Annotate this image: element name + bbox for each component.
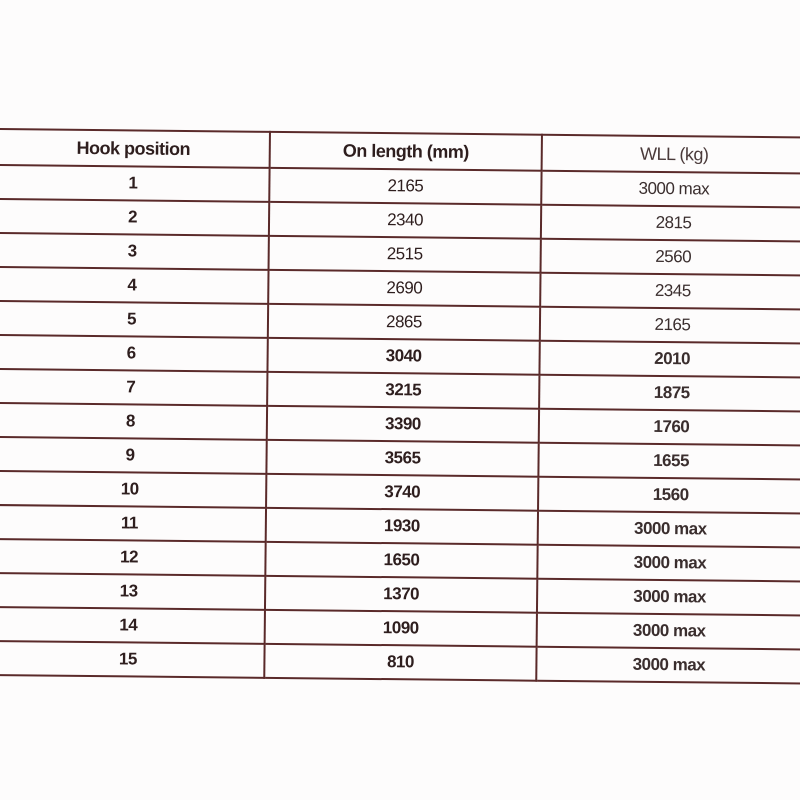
cell-position: 15 [0,641,265,678]
cell-wll: 3000 max [541,171,800,208]
cell-position: 10 [0,471,266,508]
cell-length: 1090 [265,610,537,647]
cell-position: 9 [0,437,267,474]
cell-position: 8 [0,403,267,440]
cell-wll: 1655 [538,443,800,480]
cell-length: 1930 [266,508,538,545]
cell-wll: 2560 [541,239,800,276]
cell-wll: 3000 max [537,545,800,582]
hook-position-table [0,128,800,684]
cell-length: 3740 [266,474,538,511]
cell-length: 2690 [268,270,540,307]
cell-length: 810 [264,644,536,681]
cell-position: 7 [0,369,267,406]
cell-length: 2865 [268,304,540,341]
cell-position: 11 [0,505,266,542]
cell-position: 13 [0,573,265,610]
header-on-length: On length (mm) [270,132,542,171]
cell-wll: 1875 [539,375,800,412]
cell-wll: 3000 max [538,511,800,548]
cell-wll: 2165 [540,307,800,344]
cell-position: 4 [0,267,269,304]
cell-wll: 1760 [539,409,800,446]
cell-length: 3040 [267,338,539,375]
cell-position: 3 [0,233,269,270]
cell-length: 1650 [265,542,537,579]
table-row [0,641,800,683]
table-container [0,128,800,684]
cell-position: 1 [0,165,270,202]
cell-position: 6 [0,335,268,372]
header-wll: WLL (kg) [542,135,800,174]
cell-position: 14 [0,607,265,644]
cell-wll: 3000 max [537,613,800,650]
cell-wll: 3000 max [537,579,800,616]
cell-wll: 1560 [538,477,800,514]
cell-wll: 3000 max [536,647,800,684]
cell-length: 2165 [269,168,541,205]
cell-length: 2340 [269,202,541,239]
cell-wll: 2345 [540,273,800,310]
cell-wll: 2010 [539,341,800,378]
cell-position: 12 [0,539,266,576]
cell-length: 1370 [265,576,537,613]
cell-length: 3215 [267,372,539,409]
header-hook-position: Hook position [0,129,270,168]
cell-position: 5 [0,301,268,338]
cell-position: 2 [0,199,269,236]
cell-length: 2515 [269,236,541,273]
cell-length: 3565 [266,440,538,477]
cell-wll: 2815 [541,205,800,242]
cell-length: 3390 [267,406,539,443]
